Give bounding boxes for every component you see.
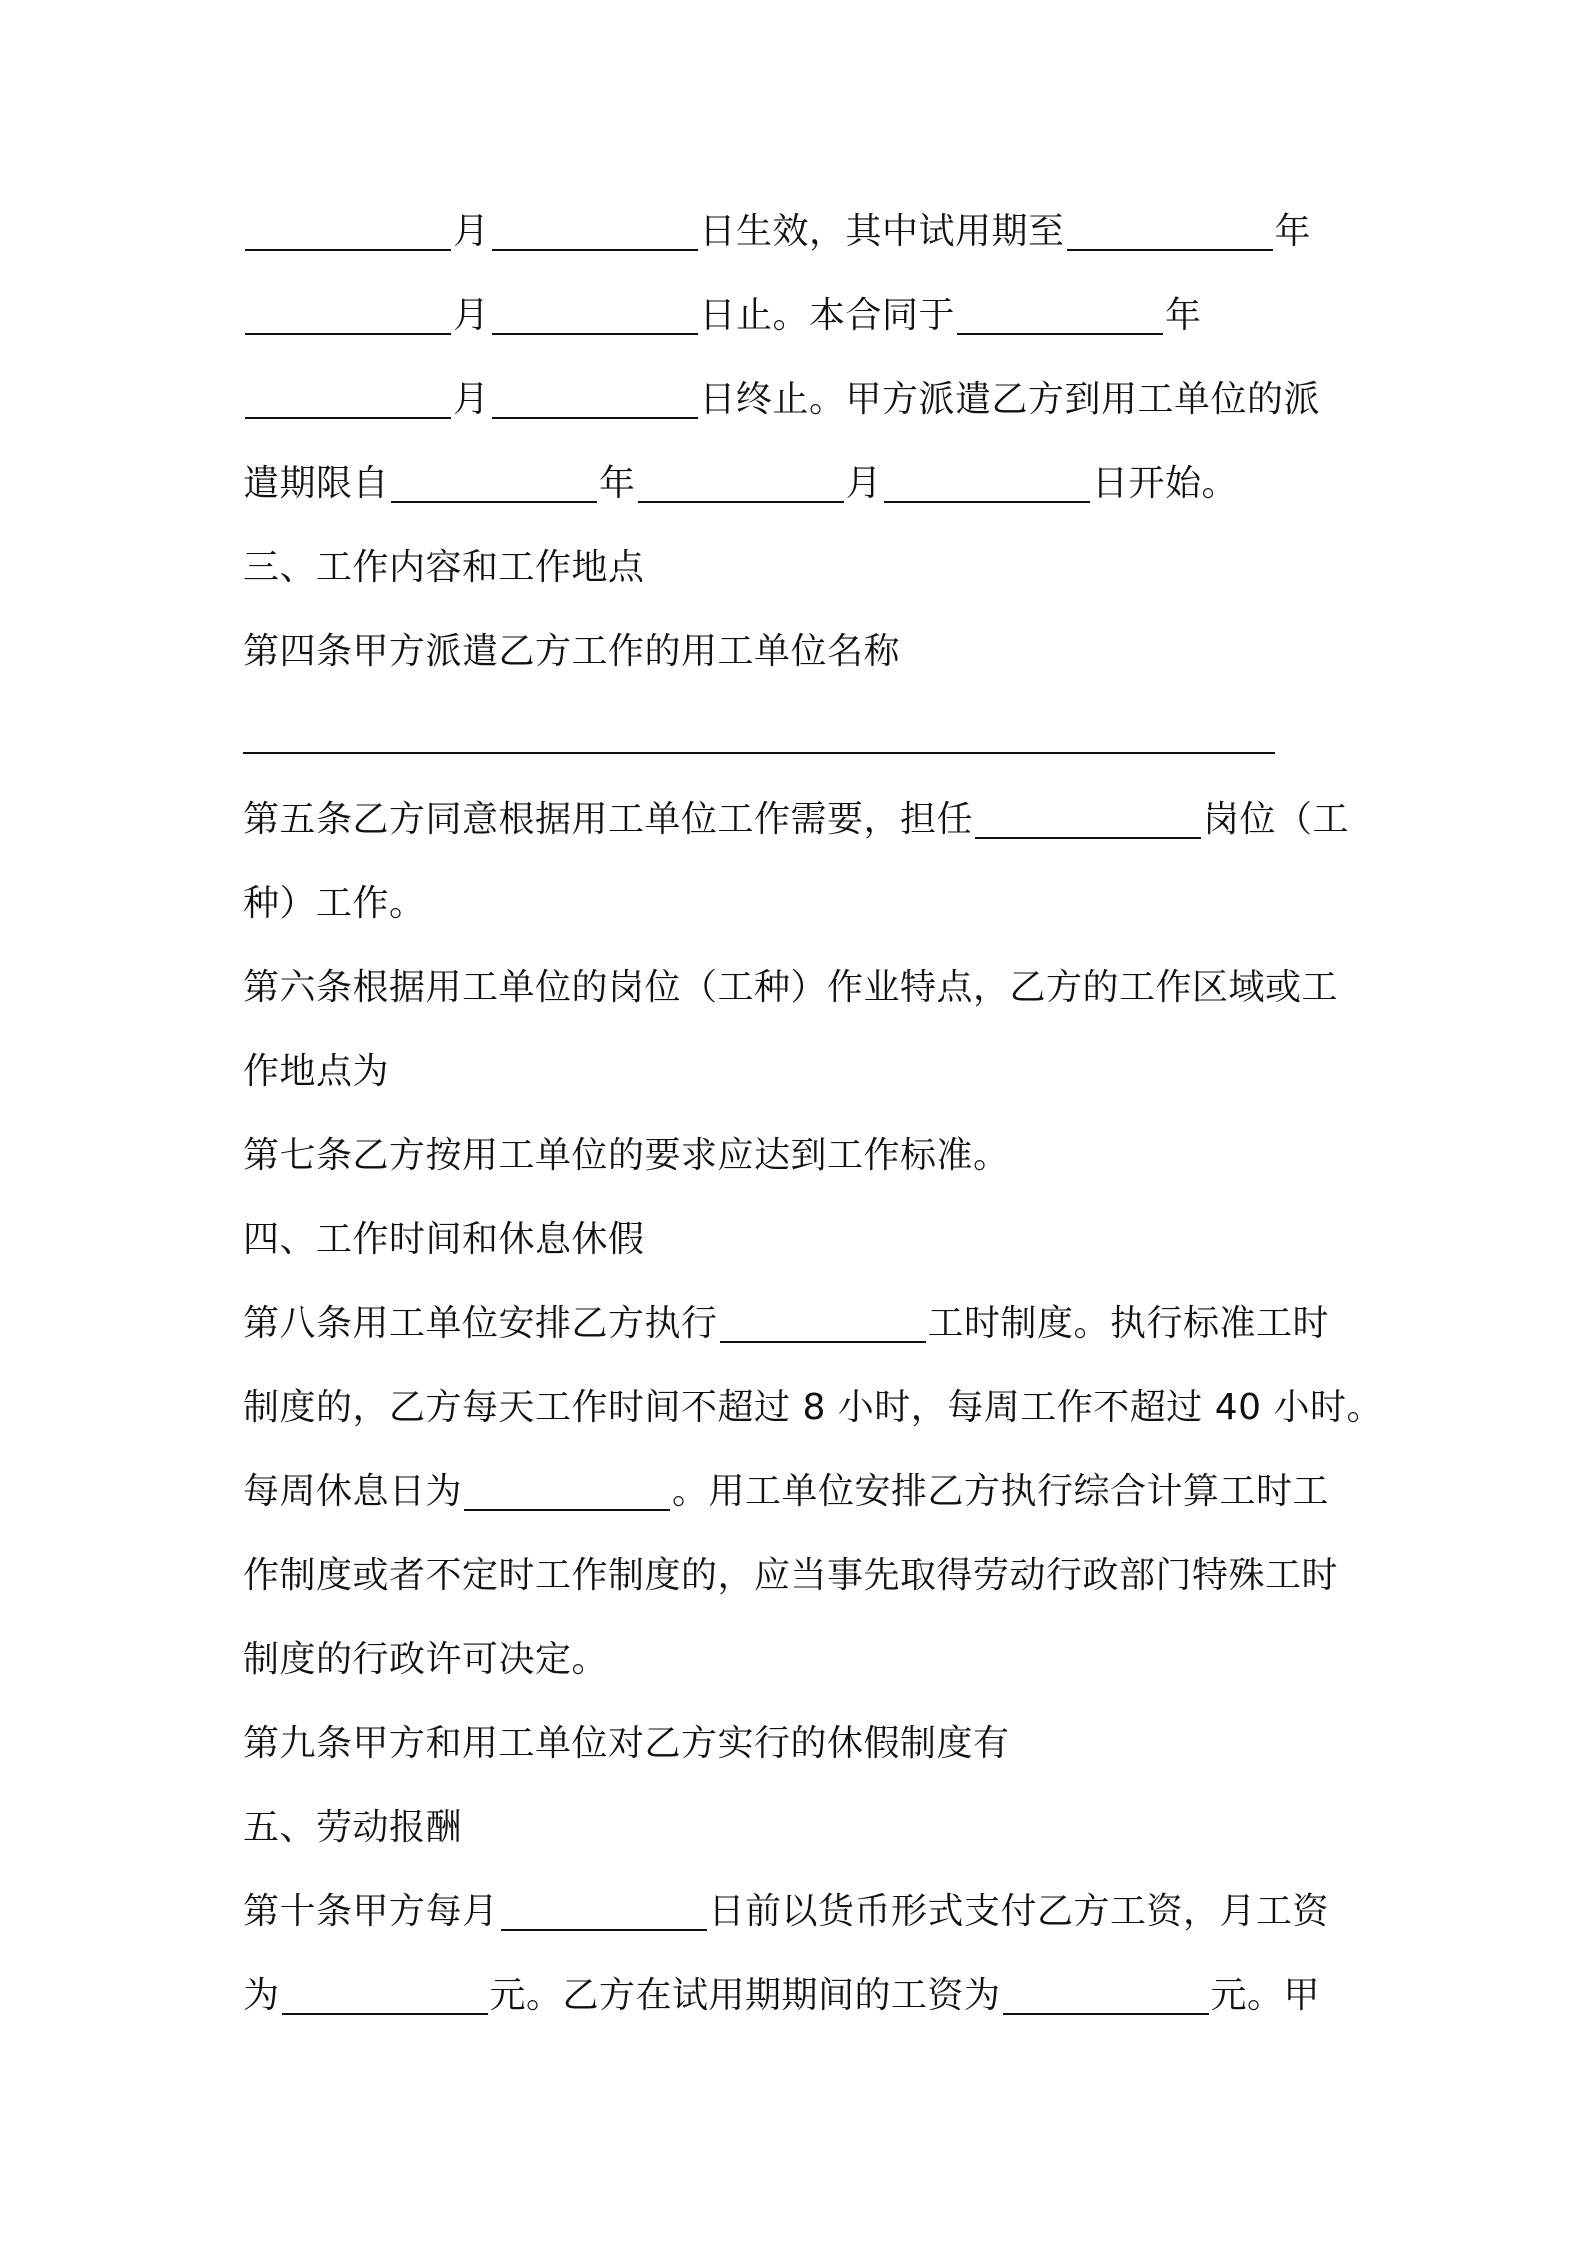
section-heading-3 <box>243 526 1363 610</box>
text-segment: 第五条乙方同意根据用工单位工作需要，担任 <box>243 799 974 840</box>
article-6-cont <box>243 1030 1363 1114</box>
text-segment: 。用工单位安排乙方执行综合计算工时工 <box>672 1471 1330 1512</box>
blank-field <box>501 1929 707 1931</box>
text-segment: 每周休息日为 <box>243 1471 463 1512</box>
text-segment: 日终止。甲方派遣乙方到用工单位的派 <box>699 379 1321 420</box>
blank-field <box>464 1509 670 1511</box>
text-segment: 第四条甲方派遣乙方工作的用工单位名称 <box>243 631 901 672</box>
blank-field <box>975 837 1201 839</box>
text-segment: 年 <box>1165 295 1202 336</box>
article-5 <box>243 778 1363 862</box>
blank-field <box>720 1341 926 1343</box>
unit-name-blank-rule <box>243 752 1275 754</box>
text-line-3 <box>243 358 1363 442</box>
text-segment: 五、劳动报酬 <box>243 1807 463 1848</box>
blank-field <box>492 417 698 419</box>
blank-field <box>245 417 451 419</box>
text-segment: 月 <box>453 379 490 420</box>
blank-field <box>245 333 451 335</box>
blank-field <box>638 501 844 503</box>
text-segment: 日生效，其中试用期至 <box>699 211 1065 252</box>
text-segment: 月 <box>453 295 490 336</box>
article-8-cont-1 <box>243 1366 1383 1450</box>
text-segment: 元。乙方在试用期期间的工资为 <box>489 1975 1001 2016</box>
article-10-cont <box>243 1954 1363 2038</box>
text-segment: 制度的，乙方每天工作时间不超过 8 小时，每周工作不超过 40 小时。 <box>243 1387 1383 1428</box>
blank-field <box>492 249 698 251</box>
article-9 <box>243 1702 1363 1786</box>
text-segment: 日开始。 <box>1092 463 1239 504</box>
text-segment: 月 <box>845 463 883 504</box>
article-5-cont <box>243 862 1363 946</box>
blank-field <box>884 501 1090 503</box>
text-line-1 <box>243 190 1363 274</box>
blank-field <box>282 2013 488 2015</box>
blank-field <box>1003 2013 1209 2015</box>
article-4-blank-line <box>243 694 1363 778</box>
text-segment: 种）工作。 <box>243 883 426 924</box>
text-segment: 工时制度。执行标准工时 <box>927 1303 1330 1344</box>
blank-field <box>245 249 451 251</box>
text-line-2 <box>243 274 1363 358</box>
text-segment: 年 <box>1274 211 1312 252</box>
text-segment: 年 <box>599 463 636 504</box>
article-6 <box>243 946 1363 1030</box>
blank-field <box>391 501 597 503</box>
text-segment: 第七条乙方按用工单位的要求应达到工作标准。 <box>243 1135 1010 1176</box>
text-segment: 作地点为 <box>243 1051 390 1092</box>
text-segment: 日前以货币形式支付乙方工资，月工资 <box>708 1891 1330 1932</box>
article-8 <box>243 1282 1363 1366</box>
blank-field <box>957 333 1163 335</box>
text-segment: 元。甲 <box>1210 1975 1321 2016</box>
section-heading-4 <box>243 1198 1363 1282</box>
article-10 <box>243 1870 1363 1954</box>
text-segment: 第十条甲方每月 <box>243 1891 499 1932</box>
text-segment: 月 <box>453 211 490 252</box>
text-segment: 作制度或者不定时工作制度的，应当事先取得劳动行政部门特殊工时 <box>243 1555 1339 1596</box>
article-8-cont-4 <box>243 1618 1363 1702</box>
text-segment: 四、工作时间和休息休假 <box>243 1219 645 1260</box>
text-segment: 制度的行政许可决定。 <box>243 1639 609 1680</box>
text-segment: 为 <box>243 1975 280 2016</box>
article-8-cont-3 <box>243 1534 1363 1618</box>
document-body <box>243 190 1383 2038</box>
text-segment: 第九条甲方和用工单位对乙方实行的休假制度有 <box>243 1723 1010 1764</box>
text-segment: 第六条根据用工单位的岗位（工种）作业特点，乙方的工作区域或工 <box>243 967 1339 1008</box>
blank-field <box>492 333 698 335</box>
blank-field <box>1067 249 1273 251</box>
text-segment: 三、工作内容和工作地点 <box>243 547 645 588</box>
article-4 <box>243 610 1363 694</box>
text-segment: 第八条用工单位安排乙方执行 <box>243 1303 718 1344</box>
text-segment: 岗位（工 <box>1203 799 1350 840</box>
article-8-cont-2 <box>243 1450 1363 1534</box>
text-segment: 日止。本合同于 <box>699 295 956 336</box>
text-segment: 遣期限自 <box>243 463 390 504</box>
section-heading-5 <box>243 1786 1363 1870</box>
text-line-4 <box>243 442 1363 526</box>
article-7 <box>243 1114 1363 1198</box>
